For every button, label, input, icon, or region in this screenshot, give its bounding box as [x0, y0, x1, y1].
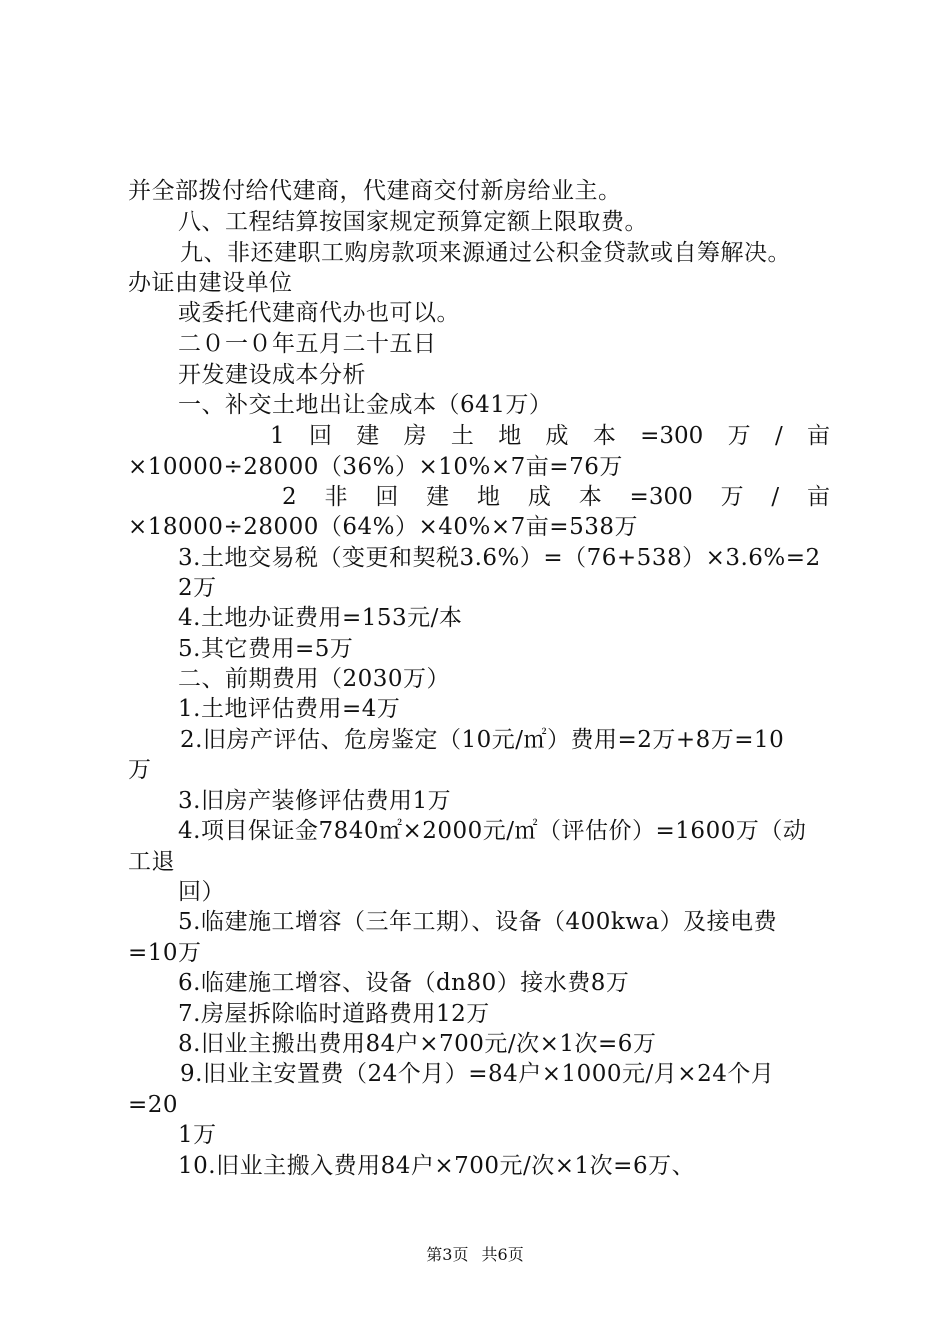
section-heading: 二、前期费用（2030万）	[178, 666, 451, 692]
justified-token: 万	[720, 484, 744, 510]
text-line: 5.其它费用=5万	[178, 636, 354, 662]
justified-token: =300	[640, 423, 704, 449]
text-line: 1.土地评估费用=4万	[178, 696, 401, 722]
section-heading: 一、补交土地出让金成本（641万）	[178, 392, 553, 418]
justified-token: 万	[727, 423, 751, 449]
text-line: 回）	[178, 879, 225, 905]
justified-token: 本	[578, 484, 602, 510]
justified-token: 地	[477, 484, 501, 510]
justified-token: 亩	[807, 484, 830, 510]
text-line: 工退	[128, 849, 175, 875]
justified-token: 建	[426, 484, 450, 510]
justified-token: 2	[282, 484, 297, 510]
justified-line	[282, 482, 830, 512]
justified-token: 回	[308, 423, 332, 449]
text-line: 万	[128, 757, 152, 783]
justified-token: =300	[629, 484, 693, 510]
text-line: =20	[128, 1092, 179, 1118]
justified-token: 房	[403, 423, 427, 449]
justified-token: 成	[545, 423, 569, 449]
justified-token: 成	[527, 484, 551, 510]
justified-token: 1	[270, 423, 285, 449]
text-line: 3.旧房产装修评估费用1万	[178, 788, 452, 814]
text-line: 4.土地办证费用=153元/本	[178, 605, 463, 631]
page-footer	[0, 1244, 950, 1266]
text-line: 7.房屋拆除临时道路费用12万	[178, 1001, 490, 1027]
text-line: 九、非还建职工购房款项来源通过公积金贷款或自筹解决。	[180, 240, 791, 266]
text-line: ×18000÷28000（64%）×40%×7亩=538万	[128, 514, 638, 540]
justified-line	[270, 421, 830, 451]
page-total: 共6页	[481, 1245, 524, 1264]
text-line: 10.旧业主搬入费用84户×700元/次×1次=6万、	[178, 1153, 696, 1179]
text-line: 1万	[178, 1122, 217, 1148]
text-line: 3.土地交易税（变更和契税3.6%）=（76+538）×3.6%=2	[178, 545, 821, 571]
justified-token: 地	[498, 423, 522, 449]
justified-token: 亩	[807, 423, 830, 449]
text-line: 2.旧房产评估、危房鉴定（10元/㎡）费用=2万+8万=10	[180, 727, 785, 753]
text-line: 6.临建施工增容、设备（dn80）接水费8万	[178, 970, 630, 996]
text-line: 办证由建设单位	[128, 270, 293, 296]
text-line: 4.项目保证金7840㎡×2000元/㎡（评估价）=1600万（动	[178, 818, 807, 844]
text-line: 9.旧业主安置费（24个月）=84户×1000元/月×24个月	[180, 1061, 775, 1087]
text-line: =10万	[128, 940, 202, 966]
text-line: 5.临建施工增容（三年工期）、设备（400kwa）及接电费	[178, 909, 778, 935]
text-line: 或委托代建商代办也可以。	[178, 300, 460, 326]
justified-token: /	[774, 423, 783, 449]
justified-token: 非	[324, 484, 348, 510]
text-line: 2万	[178, 575, 217, 601]
text-line: 开发建设成本分析	[178, 362, 366, 388]
text-line: 并全部拨付给代建商，代建商交付新房给业主。	[128, 178, 622, 204]
justified-token: 回	[375, 484, 399, 510]
text-line: 二０一０年五月二十五日	[178, 331, 437, 357]
justified-token: 建	[356, 423, 380, 449]
page-number: 第3页	[426, 1245, 469, 1264]
justified-token: 土	[450, 423, 474, 449]
justified-token: 本	[592, 423, 616, 449]
text-line: 8.旧业主搬出费用84户×700元/次×1次=6万	[178, 1031, 657, 1057]
justified-token: /	[771, 484, 780, 510]
text-line: 八、工程结算按国家规定预算定额上限取费。	[178, 209, 648, 235]
text-line: ×10000÷28000（36%）×10%×7亩=76万	[128, 454, 623, 480]
